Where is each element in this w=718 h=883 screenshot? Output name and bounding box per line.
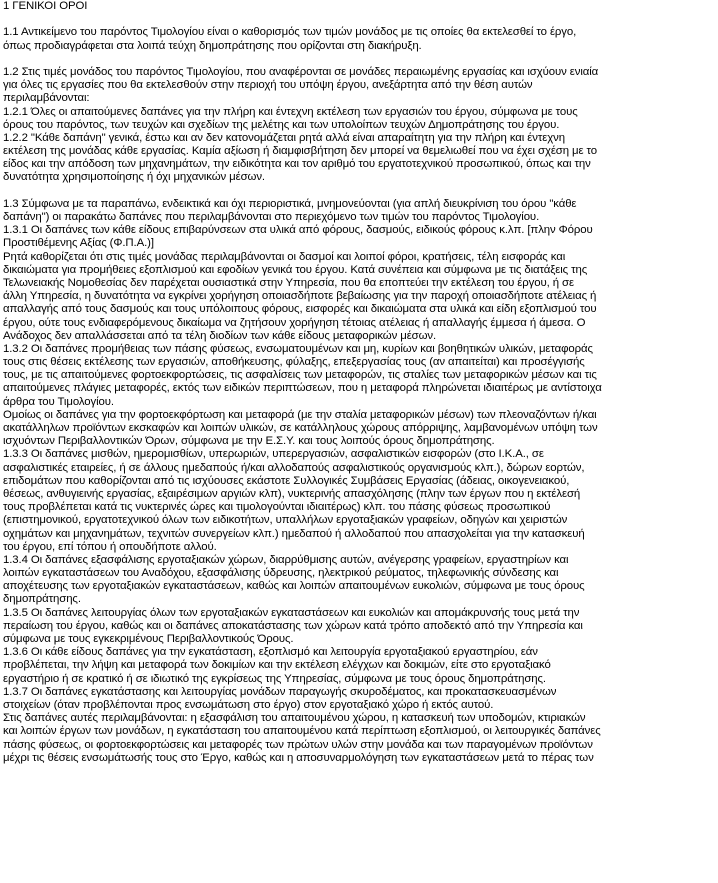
text-line: 1.2.1 Όλες οι απαιτούμενες δαπάνες για την πλήρη και έντεχνη εκτέλεση των εργασιών του έργου, σύμφωνα με τους: [3, 105, 578, 118]
text-line: Ανάδοχος δεν απαλλάσσεται από τα τέλη διοδίων των κάθε είδους μεταφορικών μέσων.: [3, 329, 437, 342]
text-line: στοιχείων (όταν προβλέπονται προς ενσωμάτωση στο έργο) στον εργοταξιακό χώρο ή εκτός αυτού.: [3, 698, 494, 711]
paragraph-gap: [3, 185, 716, 198]
paragraph-gap: [3, 53, 716, 66]
text-line: περιλαμβάνονται:: [3, 92, 90, 105]
text-line: απαιτούμενες πλάγιες μεταφορές, εκτός των ειδικών περιπτώσεων, που η μεταφορά πληρώνεται ιδιαιτέρως με αντίστοιχα: [3, 382, 602, 395]
text-line: εκτέλεση της μονάδας κάθε εργασίας. Καμία αξίωση ή διαμφισβήτηση δεν μπορεί να θεμελιωθεί που να έχει σχέση με το: [3, 145, 598, 158]
text-line: για όλες τις εργασίες που θα εκτελεσθούν στην περιοχή του υπόψη έργου, ανεξάρτητα από την θέση αυτών: [3, 79, 533, 92]
text-line: 1.3.2 Οι δαπάνες προμήθειας των πάσης φύσεως, ενσωματουμένων και μη, κυρίων και βοηθητικών υλικών, μεταφοράς: [3, 342, 593, 355]
text-line: Ομοίως οι δαπάνες για την φορτοεκφόρτωση και μεταφορά (με την σταλία μεταφορικών μέσων) των πλεοναζόντων ή/και: [3, 408, 597, 421]
text-line: θέσεως, ανθυγιεινής εργασίας, εξαιρέσιμων αργιών κλπ), νυκτερινής απασχόλησης (πλην των έργων που η εκτέλεσή: [3, 487, 581, 500]
text-line: εργαστήριο ή σε κρατικό ή σε ιδιωτικό της εγκρίσεως της Υπηρεσίας, σύμφωνα με τους όρους δημοπράτησης.: [3, 672, 546, 685]
text-line: όπως προδιαγράφεται στα λοιπά τεύχη δημοπράτησης που ορίζονται στη διακήρυξη.: [3, 39, 422, 52]
text-line: δαπάνη") οι παρακάτω δαπάνες που περιλαμβάνονται στο περιεχόμενο των τιμών του παρόντος Τιμολογίου.: [3, 211, 540, 223]
text-line: πάσης φύσεως, οι φορτοεκφορτώσεις και μεταφορές των πρώτων υλών στην μονάδα και των παραγομένων προϊόντων: [3, 738, 593, 751]
text-line: μέχρι τις θέσεις ενσωμάτωσής τους στο Έργο, καθώς και η αποσυναρμολόγηση των εγκαταστάσεων μετά το πέρας των: [3, 751, 594, 764]
text-line: ασφαλιστικές εταιρείες, ή σε άλλους ημεδαπούς ή/και αλλοδαπούς ασφαλιστικούς οργανισμούς κλπ.), δώρων εορτών,: [3, 461, 585, 474]
text-line: σύμφωνα με τους εγκεκριμένους Περιβαλλοντικούς Όρους.: [3, 633, 294, 645]
text-line: λοιπών εγκαταστάσεων του Αναδόχου, εξασφάλισης ύδρευσης, ηλεκτρικού ρεύματος, τηλεφωνικής σύνδεσης και: [3, 567, 559, 580]
text-line: (επιστημονικού, εργατοτεχνικού όλων των ειδικοτήτων, υπαλλήλων εργοταξιακών γραφείων, οδηγών και χειριστών: [3, 514, 568, 527]
text-line: τους, με τις απαιτούμενες φορτοεκφορτώσεις, τις ασφαλίσεις των μεταφορών, τις σταλίες των μεταφορικών μέσων και τις: [3, 369, 597, 382]
text-line: όρους του παρόντος, των τευχών και σχεδίων της μελέτης και των υπολοίπων τευχών Δημοπράτησης του έργου.: [3, 118, 560, 131]
text-line: Στις δαπάνες αυτές περιλαμβάνονται: η εξασφάλιση του απαιτουμένου χώρου, η κατασκευή των υποδομών, κτιριακών: [3, 712, 586, 725]
text-line: δημοπράτησης.: [3, 593, 81, 606]
text-line: είδος και την απόδοση των μηχανημάτων, την ειδικότητα και τον αριθμό του εργατοτεχνικού προσωπικού, όπως και την: [3, 158, 591, 171]
text-line: έργου, ούτε τους ενδιαφερόμενους δικαίωμα να ζητήσουν χορήγηση τέτοιας ατέλειας ή απαλλαγής έμμεσα ή άμεσα. Ο: [3, 316, 586, 329]
text-line: δυνατότητα χρησιμοποίησης ή όχι μηχανικών μέσων.: [3, 171, 265, 184]
text-line: και λοιπών έργων των μονάδων, η εγκατάσταση του απαιτουμένου κατά περίπτωση εξοπλισμού, οι λειτουργικές δαπάνες: [3, 725, 601, 738]
text-line: Ρητά καθορίζεται ότι στις τιμές μονάδας περιλαμβάνονται οι δασμοί και λοιποί φόροι, κρατήσεις, τέλη εισφοράς και: [3, 250, 566, 263]
text-line: Τελωνειακής Νομοθεσίας δεν παρέχεται ουσιαστικά στην Υπηρεσία, που θα εποπτεύει την εκτέλεση του έργου, ή σε: [3, 276, 574, 289]
text-line: οχημάτων και μηχανημάτων, τεχνιτών συνεργείων κλπ.) ημεδαπού ή αλλοδαπού που απασχολείται για την κατασκευή: [3, 527, 585, 540]
text-line: του έργου, επί τόπου ή οπουδήποτε αλλού.: [3, 540, 217, 553]
text-line: 1.3.1 Οι δαπάνες των κάθε είδους επιβαρύνσεων στα υλικά από φόρους, δασμούς, ειδικούς φόρους κ.λπ. [πλην Φόρου: [3, 224, 593, 237]
text-line: 1.3 Σύμφωνα με τα παραπάνω, ενδεικτικά και όχι περιοριστικά, μνημονεύονται (για απλή διευκρίνιση του όρου "κάθε: [3, 197, 577, 210]
text-line: ισχυόντων Περιβαλλοντικών Όρων, σύμφωνα με την Ε.Σ.Υ. και τους λοιπούς όρους δημοπράτησης.: [3, 435, 495, 448]
text-line: δικαιώματα για προμήθειες εξοπλισμού και εφοδίων γενικά του έργου. Κατά συνέπεια και σύμφωνα με τις διατάξεις της: [3, 263, 588, 276]
text-line: άλλη Υπηρεσία, η δυνατότητα να εγκρίνει χορήγηση οποιασδήποτε βεβαίωσης για την παροχή οποιασδήποτε ατέλειας ή: [3, 290, 597, 303]
text-line: αποχέτευσης των εργοταξιακών εγκαταστάσεων, καθώς και λοιπών απαιτουμένων ευκολιών, σύμφωνα με τους όρους: [3, 580, 585, 593]
text-line: 1.3.3 Οι δαπάνες μισθών, ημερομισθίων, υπερωριών, υπερεργασιών, ασφαλιστικών εισφορών (στο Ι.Κ.Α., σε: [3, 448, 544, 461]
text-line: περαίωση του έργου, καθώς και οι δαπάνες αποκατάστασης των χώρων κατά τρόπο αποδεκτό από την Υπηρεσία και: [3, 619, 583, 632]
text-line: τους στις θέσεις εκτέλεσης των εργασιών, αποθήκευσης, φύλαξης, επεξεργασίας τους (αν απαιτείται) και προσέγγισής: [3, 356, 585, 369]
paragraph-gap: [3, 13, 716, 26]
text-line: ακατάλληλων προϊόντων εκσκαφών και λοιπών υλικών, σε κατάλληλους χώρους απόρριψης, λαμβανομένων υπόψη των: [3, 422, 598, 434]
text-line: 1.3.5 Οι δαπάνες λειτουργίας όλων των εργοταξιακών εγκαταστάσεων και ευκολιών και απομάκρυνσής τους μετά την: [3, 606, 580, 619]
text-line: τους προβλέπεται κατά τις νυκτερινές ώρες και τιμολογούνται ιδιαιτέρως) κλπ. του πάσης φύσεως προσωπικού: [3, 501, 551, 514]
text-line: Προστιθέμενης Αξίας (Φ.Π.Α.)]: [3, 237, 154, 250]
text-line: 1.3.6 Οι κάθε είδους δαπάνες για την εγκατάσταση, εξοπλισμό και λειτουργία εργοταξιακού εργαστηρίου, εάν: [3, 646, 538, 659]
text-line: 1.3.7 Οι δαπάνες εγκατάστασης και λειτουργίας μονάδων παραγωγής σκυροδέματος, και προκατασκευασμένων: [3, 685, 557, 698]
section-heading: 1 ΓΕΝΙΚΟΙ ΟΡΟΙ: [3, 0, 88, 12]
text-line: 1.2.2 "Κάθε δαπάνη" γενικά, έστω και αν δεν κατονομάζεται ρητά αλλά είναι απαραίτητη για την πλήρη και έντεχνη: [3, 131, 565, 144]
text-line: άρθρα του Τιμολογίου.: [3, 395, 114, 408]
document-page: [3, 0, 716, 765]
text-line: απαλλαγής από τους δασμούς και τους υπόλοιπους φόρους, εισφορές και δικαιώματα στα υλικά και είδη εξοπλισμού του: [3, 303, 597, 316]
text-line: 1.2 Στις τιμές μονάδος του παρόντος Τιμολογίου, που αναφέρονται σε μονάδες περαιωμένης εργασίας και ισχύουν ενιαία: [3, 65, 599, 78]
text-line: προβλέπεται, την λήψη και μεταφορά των δοκιμίων και την εκτέλεση ελέγχων και δοκιμών, είτε στο εργοταξιακό: [3, 659, 551, 672]
text-line: 1.1 Αντικείμενο του παρόντος Τιμολογίου είναι ο καθορισμός των τιμών μονάδος με τις οποίες θα εκτελεσθεί το έργο,: [3, 26, 577, 39]
text-line: 1.3.4 Οι δαπάνες εξασφάλισης εργοταξιακών χώρων, διαρρύθμισης αυτών, ανέγερσης γραφείων, εργαστηρίων και: [3, 553, 569, 566]
text-line: επιδομάτων που καθορίζονται από τις ισχύουσες εκάστοτε Συλλογικές Συμβάσεις Εργασίας (άδειας, οικογενειακού,: [3, 474, 570, 487]
